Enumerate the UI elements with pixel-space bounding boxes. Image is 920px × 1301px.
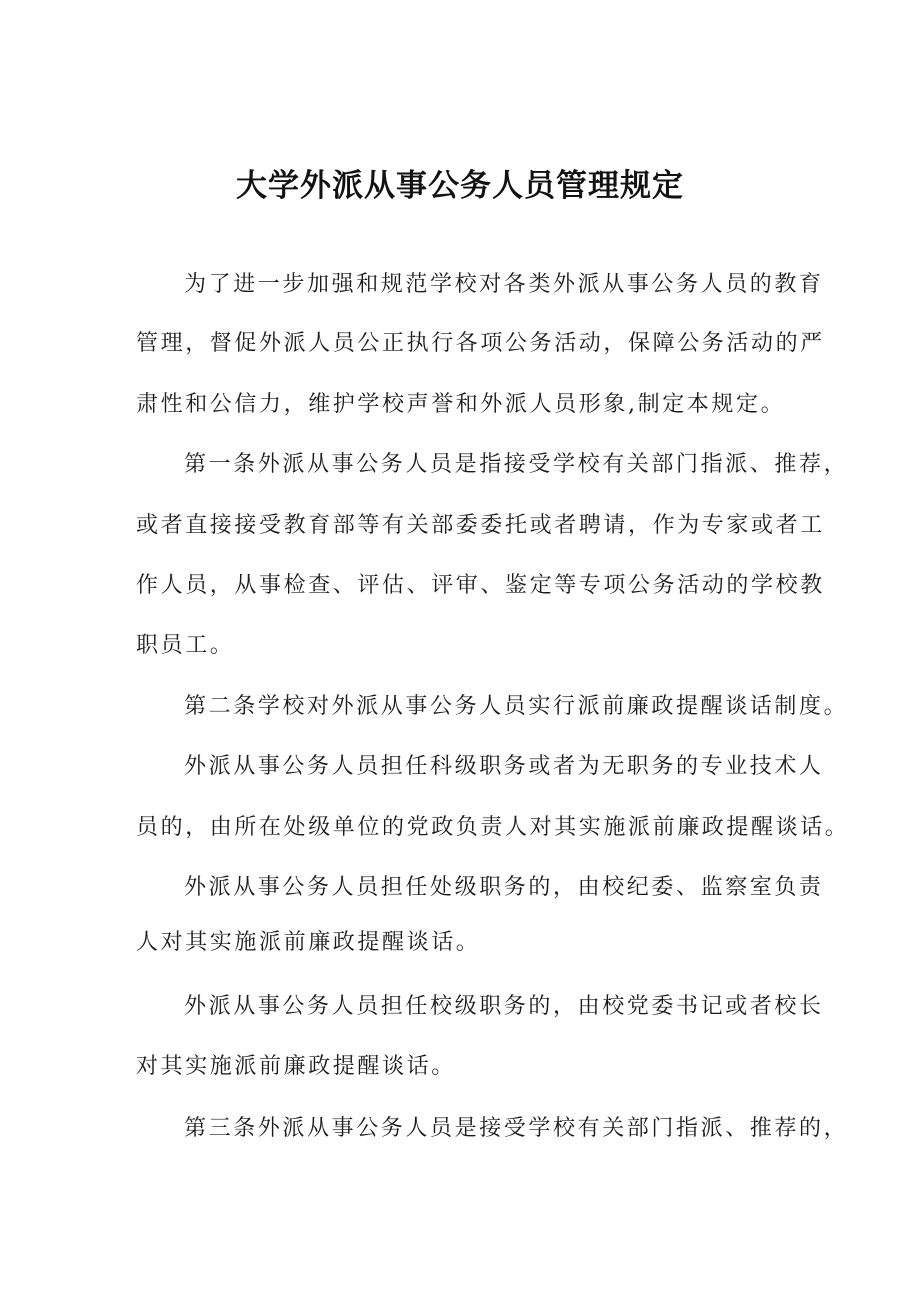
text-line: 为了进一步加强和规范学校对各类外派从事公务人员的教育 <box>184 272 824 297</box>
text-line: 员的，由所在处级单位的党政负责人对其实施派前廉政提醒谈话。 <box>136 815 850 840</box>
document-title: 大学外派从事公务人员管理规定 <box>236 168 684 204</box>
text-line: 外派从事公务人员担任科级职务或者为无职务的专业技术人 <box>184 754 824 779</box>
text-line: 第二条学校对外派从事公务人员实行派前廉政提醒谈话制度。 <box>184 694 849 719</box>
text-line: 第三条外派从事公务人员是接受学校有关部门指派、推荐的， <box>184 1116 849 1141</box>
text-line: 对其实施派前廉政提醒谈话。 <box>136 1054 456 1079</box>
text-line: 第一条外派从事公务人员是指接受学校有关部门指派、推荐， <box>184 452 849 477</box>
text-line: 人对其实施派前廉政提醒谈话。 <box>136 930 481 955</box>
text-line: 肃性和公信力，维护学校声誉和外派人员形象,制定本规定。 <box>136 392 786 417</box>
text-line: 管理，督促外派人员公正执行各项公务活动，保障公务活动的严 <box>136 331 825 356</box>
text-line: 作人员，从事检查、评估、评审、鉴定等专项公务活动的学校教 <box>136 573 825 598</box>
text-line: 职员工。 <box>136 633 235 658</box>
text-line: 外派从事公务人员担任校级职务的，由校党委书记或者校长 <box>184 994 824 1019</box>
text-line: 外派从事公务人员担任处级职务的，由校纪委、监察室负责 <box>184 875 824 900</box>
text-line: 或者直接接受教育部等有关部委委托或者聘请，作为专家或者工 <box>136 513 825 538</box>
